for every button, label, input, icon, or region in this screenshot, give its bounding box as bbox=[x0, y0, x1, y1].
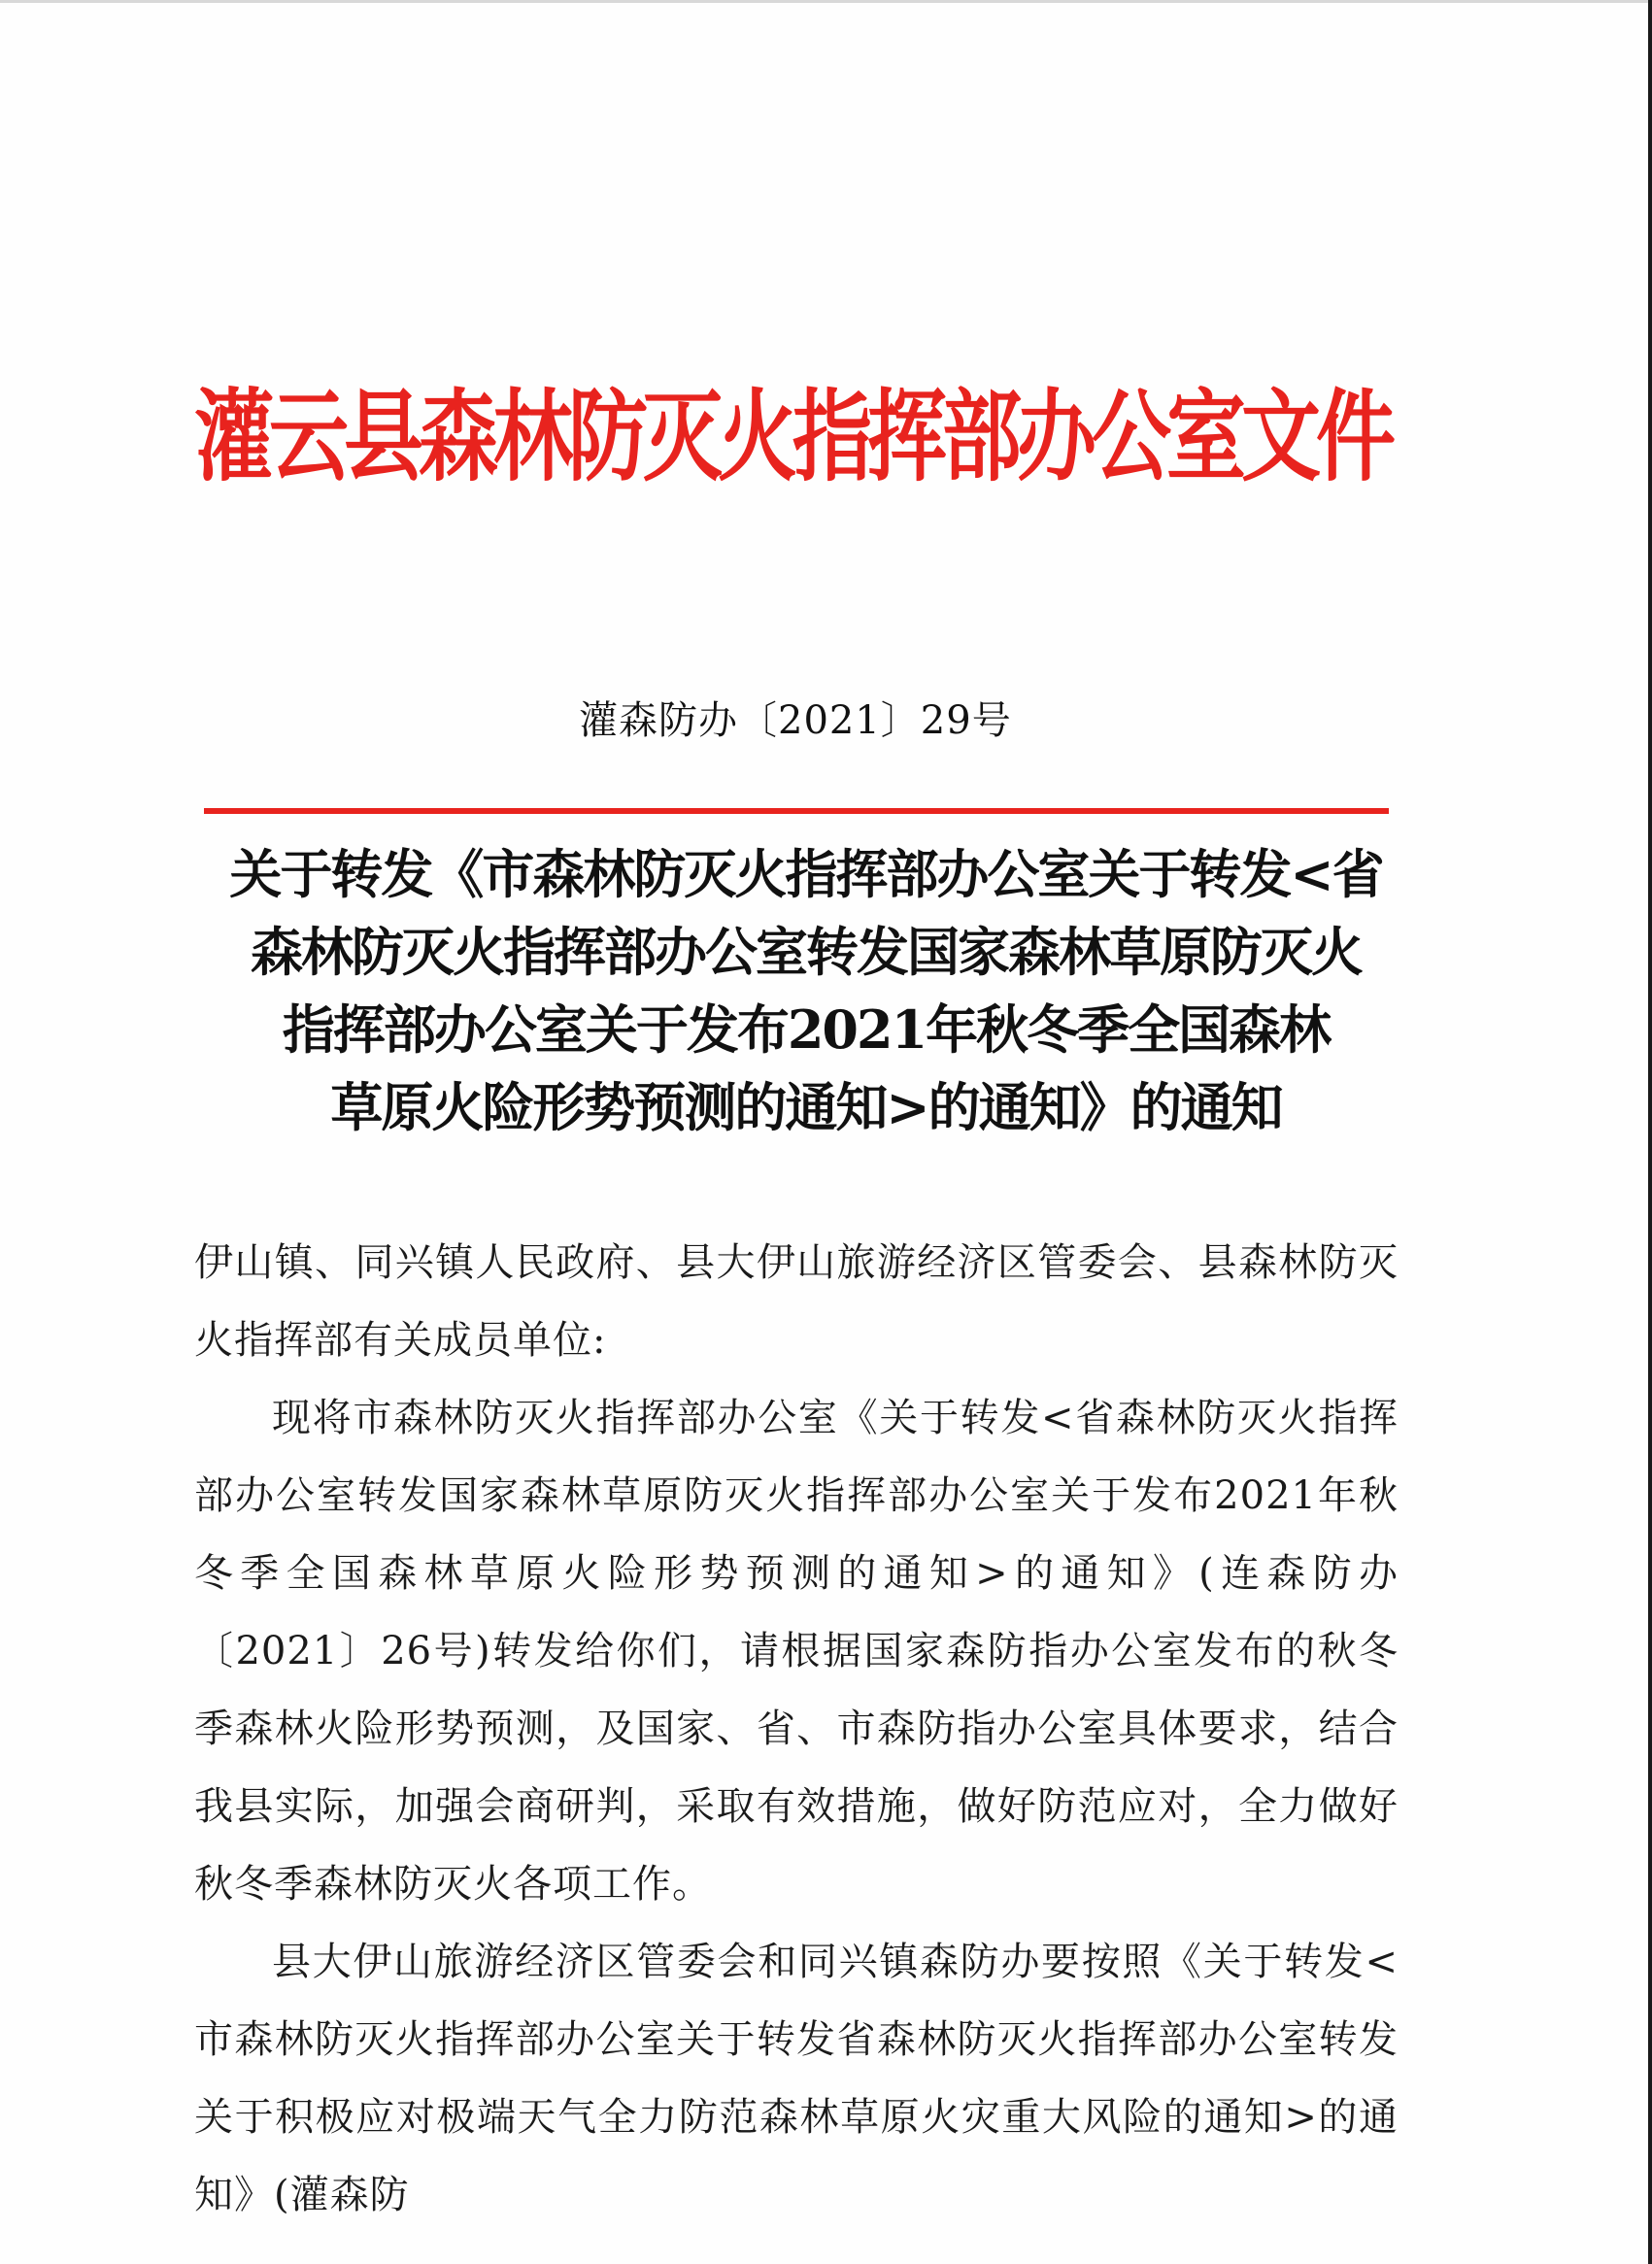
red-separator-line bbox=[204, 808, 1389, 814]
scan-top-edge bbox=[0, 0, 1652, 3]
body-paragraph-1: 现将市森林防灭火指挥部办公室《关于转发<省森林防灭火指挥部办公室转发国家森林草原防灭火指挥部办公室关于发布2021年秋冬季全国森林草原火险形势预测的通知>的通知》(连森防办〔2021〕26号)转发给你们，请根据国家森防指办公室发布的秋冬季森林火险形势预测，及国家、省、市森防指办公室具体要求，结合我县实际，加强会商研判，采取有效措施，做好防范应对，全力做好秋冬季森林防灭火各项工作。 bbox=[194, 1396, 1399, 1907]
document-number: 灌森防办〔2021〕29号 bbox=[579, 698, 1012, 743]
subject-title-line: 草原火险形势预测的通知>的通知》的通知 bbox=[330, 1076, 1282, 1138]
agency-header-title: 灌云县森林防灭火指挥部办公室文件 bbox=[194, 379, 1392, 495]
recipients-paragraph: 伊山镇、同兴镇人民政府、县大伊山旅游经济区管委会、县森林防灭火指挥部有关成员单位: bbox=[194, 1240, 1399, 1363]
subject-title-line: 指挥部办公室关于发布2021年秋冬季全国森林 bbox=[282, 998, 1331, 1061]
subject-title bbox=[223, 835, 1389, 1146]
scan-right-edge bbox=[1648, 0, 1652, 2264]
subject-title-line: 森林防灭火指挥部办公室转发国家森林草原防灭火 bbox=[251, 921, 1362, 983]
document-body bbox=[194, 1224, 1399, 2234]
subject-title-line: 关于转发《市森林防灭火指挥部办公室关于转发<省 bbox=[229, 843, 1383, 905]
body-paragraph-2: 县大伊山旅游经济区管委会和同兴镇森防办要按照《关于转发<市森林防灭火指挥部办公室关于转发省森林防灭火指挥部办公室转发关于积极应对极端天气全力防范森林草原火灾重大风险的通知>的通知》(灌森防 bbox=[194, 1940, 1399, 2217]
